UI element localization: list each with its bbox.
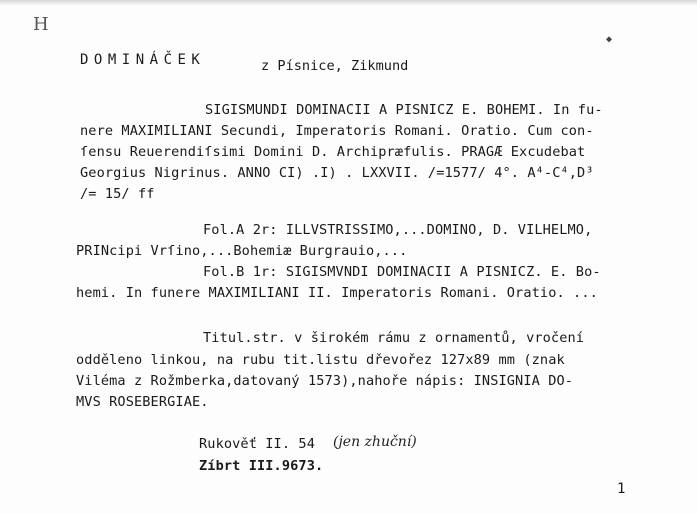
entry-line-1: SIGISMUNDI DOMINACII A PISNICZ E. BOHEMI. In fu-	[205, 102, 603, 118]
reference-rukovet: Rukověť II. 54	[199, 436, 315, 452]
description-line-2: odděleno linkou, na rubu tit.listu dřevořez 127x89 mm (znak	[76, 352, 565, 368]
author-name-rest: z Písnice, Zikmund	[261, 58, 409, 74]
description-line-4: MVS ROSEBERGIAE.	[76, 394, 209, 410]
folio-line-3: Fol.B 1r: SIGISMVNDI DOMINACII A PISNICZ. E. Bo-	[203, 264, 601, 280]
description-line-1: Titul.str. v širokém rámu z ornamentů, vročení	[203, 330, 585, 346]
entry-line-2: nere MAXIMILIANI Secundi, Imperatoris Romani. Oratio. Cum con-	[80, 123, 594, 139]
page-number: 1	[617, 481, 626, 497]
reference-zibrt: Zíbrt III.9673.	[199, 458, 324, 474]
folio-line-1: Fol.A 2r: ILLVSTRISSIMO,...DOMINO, D. VILHELMO,	[203, 222, 593, 238]
ink-speck: ◆	[606, 34, 613, 45]
author-name: DOMINÁČEK	[80, 52, 206, 68]
entry-line-5: /= 15/ ff	[80, 186, 155, 202]
folio-line-2: PRINcipi Vrſino,...Bohemiæ Burgrauio,...	[76, 243, 408, 259]
folio-line-4: hemi. In funere MAXIMILIANI II. Imperatoris Romani. Oratio. ...	[76, 285, 598, 301]
description-line-3: Viléma z Rožmberka,datovaný 1573),nahoře nápis: INSIGNIA DO-	[76, 373, 574, 389]
corner-mark: H	[33, 14, 49, 35]
entry-line-4: Georgius Nigrinus. ANNO CI) .I) . LXXVII. /=1577/ 4°. A⁴-C⁴,D³	[80, 165, 594, 181]
entry-line-3: ſensu Reuerendiſsimi Domini D. Archipræfulis. PRAGÆ Excudebat	[80, 144, 586, 160]
handwritten-note: (jen zhuční)	[333, 434, 417, 450]
scan-edge-shadow	[0, 0, 697, 6]
